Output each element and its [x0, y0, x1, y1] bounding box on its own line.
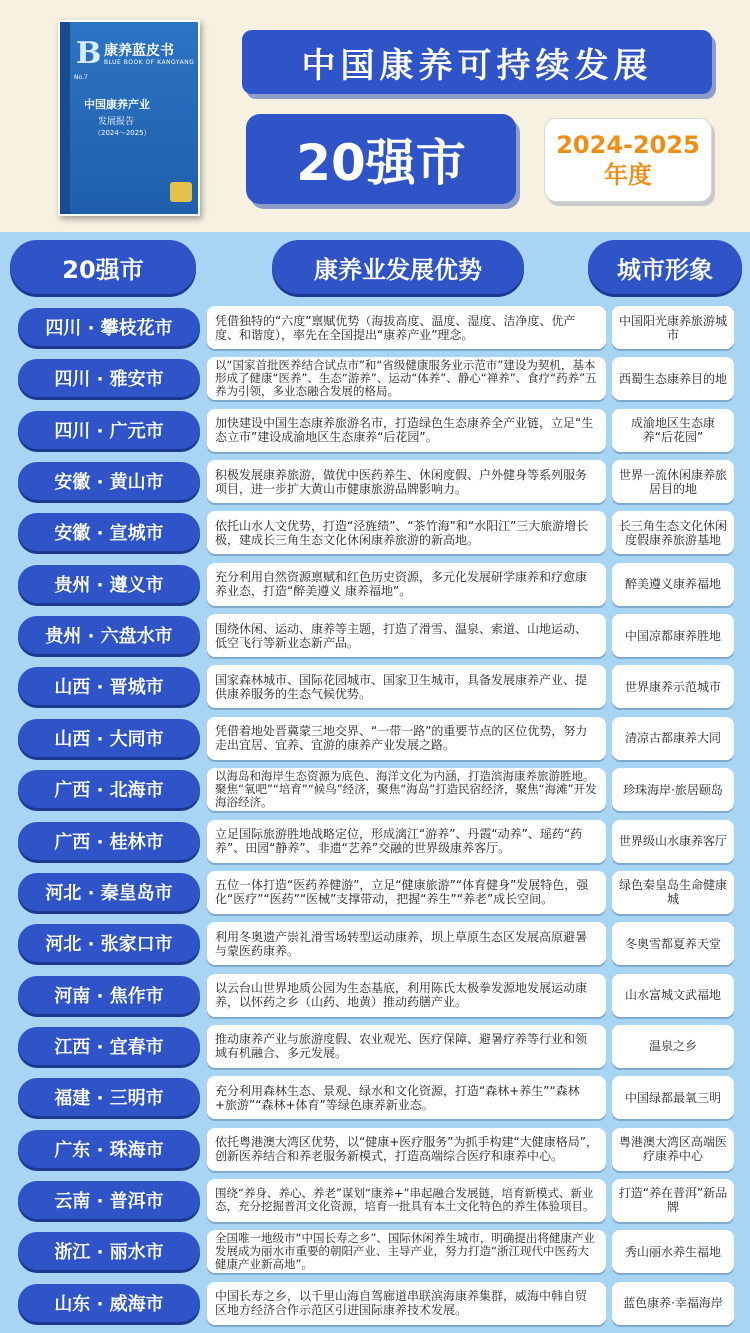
city-image-cell: 清凉古都康养大同 — [612, 717, 734, 760]
column-header-city: 20强市 — [10, 240, 196, 294]
table-row — [0, 507, 750, 558]
advantage-cell: 依托山水人文优势，打造“泾旌绩”、“茶竹海”和“水阳江”三大旅游增长极，建成长三角生态文化休闲康养旅游的新高地。 — [207, 511, 606, 554]
top20-badge: 20强市 — [246, 114, 516, 204]
table-row — [0, 764, 750, 815]
city-name-pill: 贵州 · 遵义市 — [18, 565, 200, 603]
advantage-cell: 以海岛和海岸生态资源为底色、海洋文化为内涵，打造滨海康养旅游胜地。聚焦“氧吧”“培育”“候鸟”经济，聚焦“海岛”打造民宿经济，聚焦“海滩”开发海浴经济。 — [207, 768, 606, 811]
page-header — [0, 0, 750, 232]
table-row — [0, 661, 750, 712]
city-image-cell: 世界一流休闲康养旅居目的地 — [612, 460, 734, 503]
advantage-cell: 围绕休闲、运动、康养等主题，打造了滑雪、温泉、索道、山地运动、低空飞行等新业态新产品。 — [207, 614, 606, 657]
city-name-pill: 山西 · 大同市 — [18, 719, 200, 757]
advantage-cell: 全国唯一地级市“中国长寿之乡”、国际休闲养生城市，明确提出将健康产业发展成为丽水市重要的朝阳产业、主导产业，努力打造“浙江现代中医药大健康产业新高地”。 — [207, 1230, 606, 1273]
table-row — [0, 867, 750, 918]
book-badge — [170, 182, 192, 202]
advantage-cell: 立足国际旅游胜地战略定位，形成漓江“游养”、丹霞“动养”、瑶药“药养”、田园“静养”、非遗“艺养”交融的世界级康养客厅。 — [207, 820, 606, 863]
city-image-cell: 世界康养示范城市 — [612, 665, 734, 708]
table-row — [0, 559, 750, 610]
city-image-cell: 中国凉都康养胜地 — [612, 614, 734, 657]
city-name-pill: 江西 · 宜春市 — [18, 1027, 200, 1065]
book-years: （2024～2025） — [94, 129, 151, 137]
city-image-cell: 长三角生态文化休闲度假康养旅游基地 — [612, 511, 734, 554]
city-image-cell: 蓝色康养·幸福海岸 — [612, 1282, 734, 1325]
book-volume: No.7 — [74, 74, 88, 81]
city-name-pill: 四川 · 攀枝花市 — [18, 308, 200, 346]
advantage-cell: 充分利用自然资源禀赋和红色历史资源，多元化发展研学康养和疗愈康养业态，打造“醉美遵义 康养福地”。 — [207, 563, 606, 606]
city-name-pill: 山西 · 晋城市 — [18, 667, 200, 705]
book-cover-image — [58, 20, 200, 216]
city-image-cell: 醉美遵义康养福地 — [612, 563, 734, 606]
advantage-cell: 国家森林城市、国际花园城市、国家卫生城市，具备发展康养产业、提供康养服务的生态气候优势。 — [207, 665, 606, 708]
column-header-advantage: 康养业发展优势 — [272, 240, 524, 294]
advantage-cell: 以云台山世界地质公园为生态基底，利用陈氏太极拳发源地发展运动康养，以怀药之乡（山药、地黄）推动药膳产业。 — [207, 974, 606, 1017]
advantage-cell: 五位一体打造“医药养健游”，立足“健康旅游”“体育健身”发展特色，强化“医疗”“医药”“医械”支撑带动，把握“养生”“养老”成长空间。 — [207, 871, 606, 914]
city-image-cell: 冬奥雪都夏养天堂 — [612, 922, 734, 965]
year-badge — [544, 118, 712, 202]
city-image-cell: 世界级山水康养客厅 — [612, 820, 734, 863]
city-name-pill: 福建 · 三明市 — [18, 1078, 200, 1116]
city-name-pill: 山东 · 威海市 — [18, 1284, 200, 1322]
book-title: 中国康养产业 — [84, 98, 150, 111]
table-row — [0, 405, 750, 456]
table-row — [0, 1175, 750, 1226]
city-image-cell: 温泉之乡 — [612, 1025, 734, 1068]
advantage-cell: 加快建设中国生态康养旅游名市，打造绿色生态康养全产业链，立足“生态立市”建设成渝地区生态康养“后花园”。 — [207, 409, 606, 452]
book-series-title: 康养蓝皮书 — [104, 43, 174, 59]
table-row — [0, 1124, 750, 1175]
year-range: 2024-2025 — [556, 131, 700, 159]
advantage-cell: 凭借着地处晋冀蒙三地交界、“一带一路”的重要节点的区位优势，努力走出宜居、宜养、宜游的康养产业发展之路。 — [207, 717, 606, 760]
advantage-cell: 以“国家首批医养结合试点市”和“省级健康服务业示范市”建设为契机，基本形成了健康“医养”、生态“游养”、运动“体养”、静心“禅养”、食疗“药养”五养为引领，多业态融合发展的格局。 — [207, 357, 606, 400]
city-name-pill: 安徽 · 黄山市 — [18, 462, 200, 500]
table-row — [0, 456, 750, 507]
advantage-cell: 利用冬奥遗产崇礼滑雪场转型运动康养，坝上草原生态区发展高原避暑与蒙医药康养。 — [207, 922, 606, 965]
city-image-cell: 中国阳光康养旅游城市 — [612, 306, 734, 349]
book-spine — [60, 22, 70, 214]
city-image-cell: 粤港澳大湾区高端医疗康养中心 — [612, 1128, 734, 1171]
table-row — [0, 353, 750, 404]
advantage-cell: 依托粤港澳大湾区优势，以“健康+医疗服务”为抓手构建“大健康格局”，创新医养结合和养老服务新模式，打造高端综合医疗和康养中心。 — [207, 1128, 606, 1171]
advantage-cell: 围绕“养身、养心、养老”谋划“康养+”串起融合发展链，培育新模式、新业态，充分挖掘普洱文化资源，培育一批具有本土文化特色的养生体验项目。 — [207, 1179, 606, 1222]
city-name-pill: 河北 · 秦皇岛市 — [18, 873, 200, 911]
city-name-pill: 河北 · 张家口市 — [18, 924, 200, 962]
table-row — [0, 610, 750, 661]
table-row — [0, 970, 750, 1021]
advantage-cell: 凭借独特的“六度”禀赋优势（海拔高度、温度、湿度、洁净度、优产度、和谐度），率先在全国提出“康养产业”理念。 — [207, 306, 606, 349]
city-image-cell: 西蜀生态康养目的地 — [612, 357, 734, 400]
book-subtitle: 发展报告 — [98, 117, 135, 127]
column-header-image: 城市形象 — [588, 240, 742, 294]
book-logo-letter: B — [76, 36, 102, 71]
city-image-cell: 中国绿都最氧三明 — [612, 1076, 734, 1119]
city-name-pill: 广西 · 桂林市 — [18, 822, 200, 860]
city-image-cell: 打造“养在普洱”新品牌 — [612, 1179, 734, 1222]
table-row — [0, 1278, 750, 1329]
city-image-cell: 珍珠海岸·旅居颐岛 — [612, 768, 734, 811]
table-row — [0, 1021, 750, 1072]
advantage-cell: 积极发展康养旅游，做优中医药养生、休闲度假、户外健身等系列服务项目，进一步扩大黄山市健康旅游品牌影响力。 — [207, 460, 606, 503]
city-image-cell: 成渝地区生态康养“后花园” — [612, 409, 734, 452]
city-image-cell: 山水富城文武福地 — [612, 974, 734, 1017]
main-title: 中国康养可持续发展 — [242, 30, 712, 94]
city-name-pill: 广西 · 北海市 — [18, 770, 200, 808]
book-series-en: BLUE BOOK OF KANGYANG — [104, 59, 195, 66]
year-suffix: 年度 — [604, 161, 652, 189]
city-name-pill: 四川 · 广元市 — [18, 411, 200, 449]
table-row — [0, 816, 750, 867]
city-name-pill: 四川 · 雅安市 — [18, 359, 200, 397]
city-image-cell: 绿色秦皇岛生命健康城 — [612, 871, 734, 914]
city-name-pill: 河南 · 焦作市 — [18, 976, 200, 1014]
city-name-pill: 云南 · 普洱市 — [18, 1181, 200, 1219]
table-row — [0, 1072, 750, 1123]
city-image-cell: 秀山丽水养生福地 — [612, 1230, 734, 1273]
table-row — [0, 302, 750, 353]
advantage-cell: 充分利用森林生态、景观、绿水和文化资源，打造“森林+养生”“森林+旅游”“森林+体育”等绿色康养新业态。 — [207, 1076, 606, 1119]
city-name-pill: 贵州 · 六盘水市 — [18, 616, 200, 654]
advantage-cell: 中国长寿之乡，以千里山海自驾廊道串联滨海康养集群，威海中韩自贸区地方经济合作示范区引进国际康养技术发展。 — [207, 1282, 606, 1325]
city-name-pill: 广东 · 珠海市 — [18, 1130, 200, 1168]
table-row — [0, 918, 750, 969]
advantage-cell: 推动康养产业与旅游度假、农业观光、医疗保障、避暑疗养等行业和领域有机融合、多元发展。 — [207, 1025, 606, 1068]
city-name-pill: 浙江 · 丽水市 — [18, 1232, 200, 1270]
city-table — [0, 302, 750, 1333]
city-name-pill: 安徽 · 宣城市 — [18, 513, 200, 551]
table-row — [0, 713, 750, 764]
table-row — [0, 1226, 750, 1277]
